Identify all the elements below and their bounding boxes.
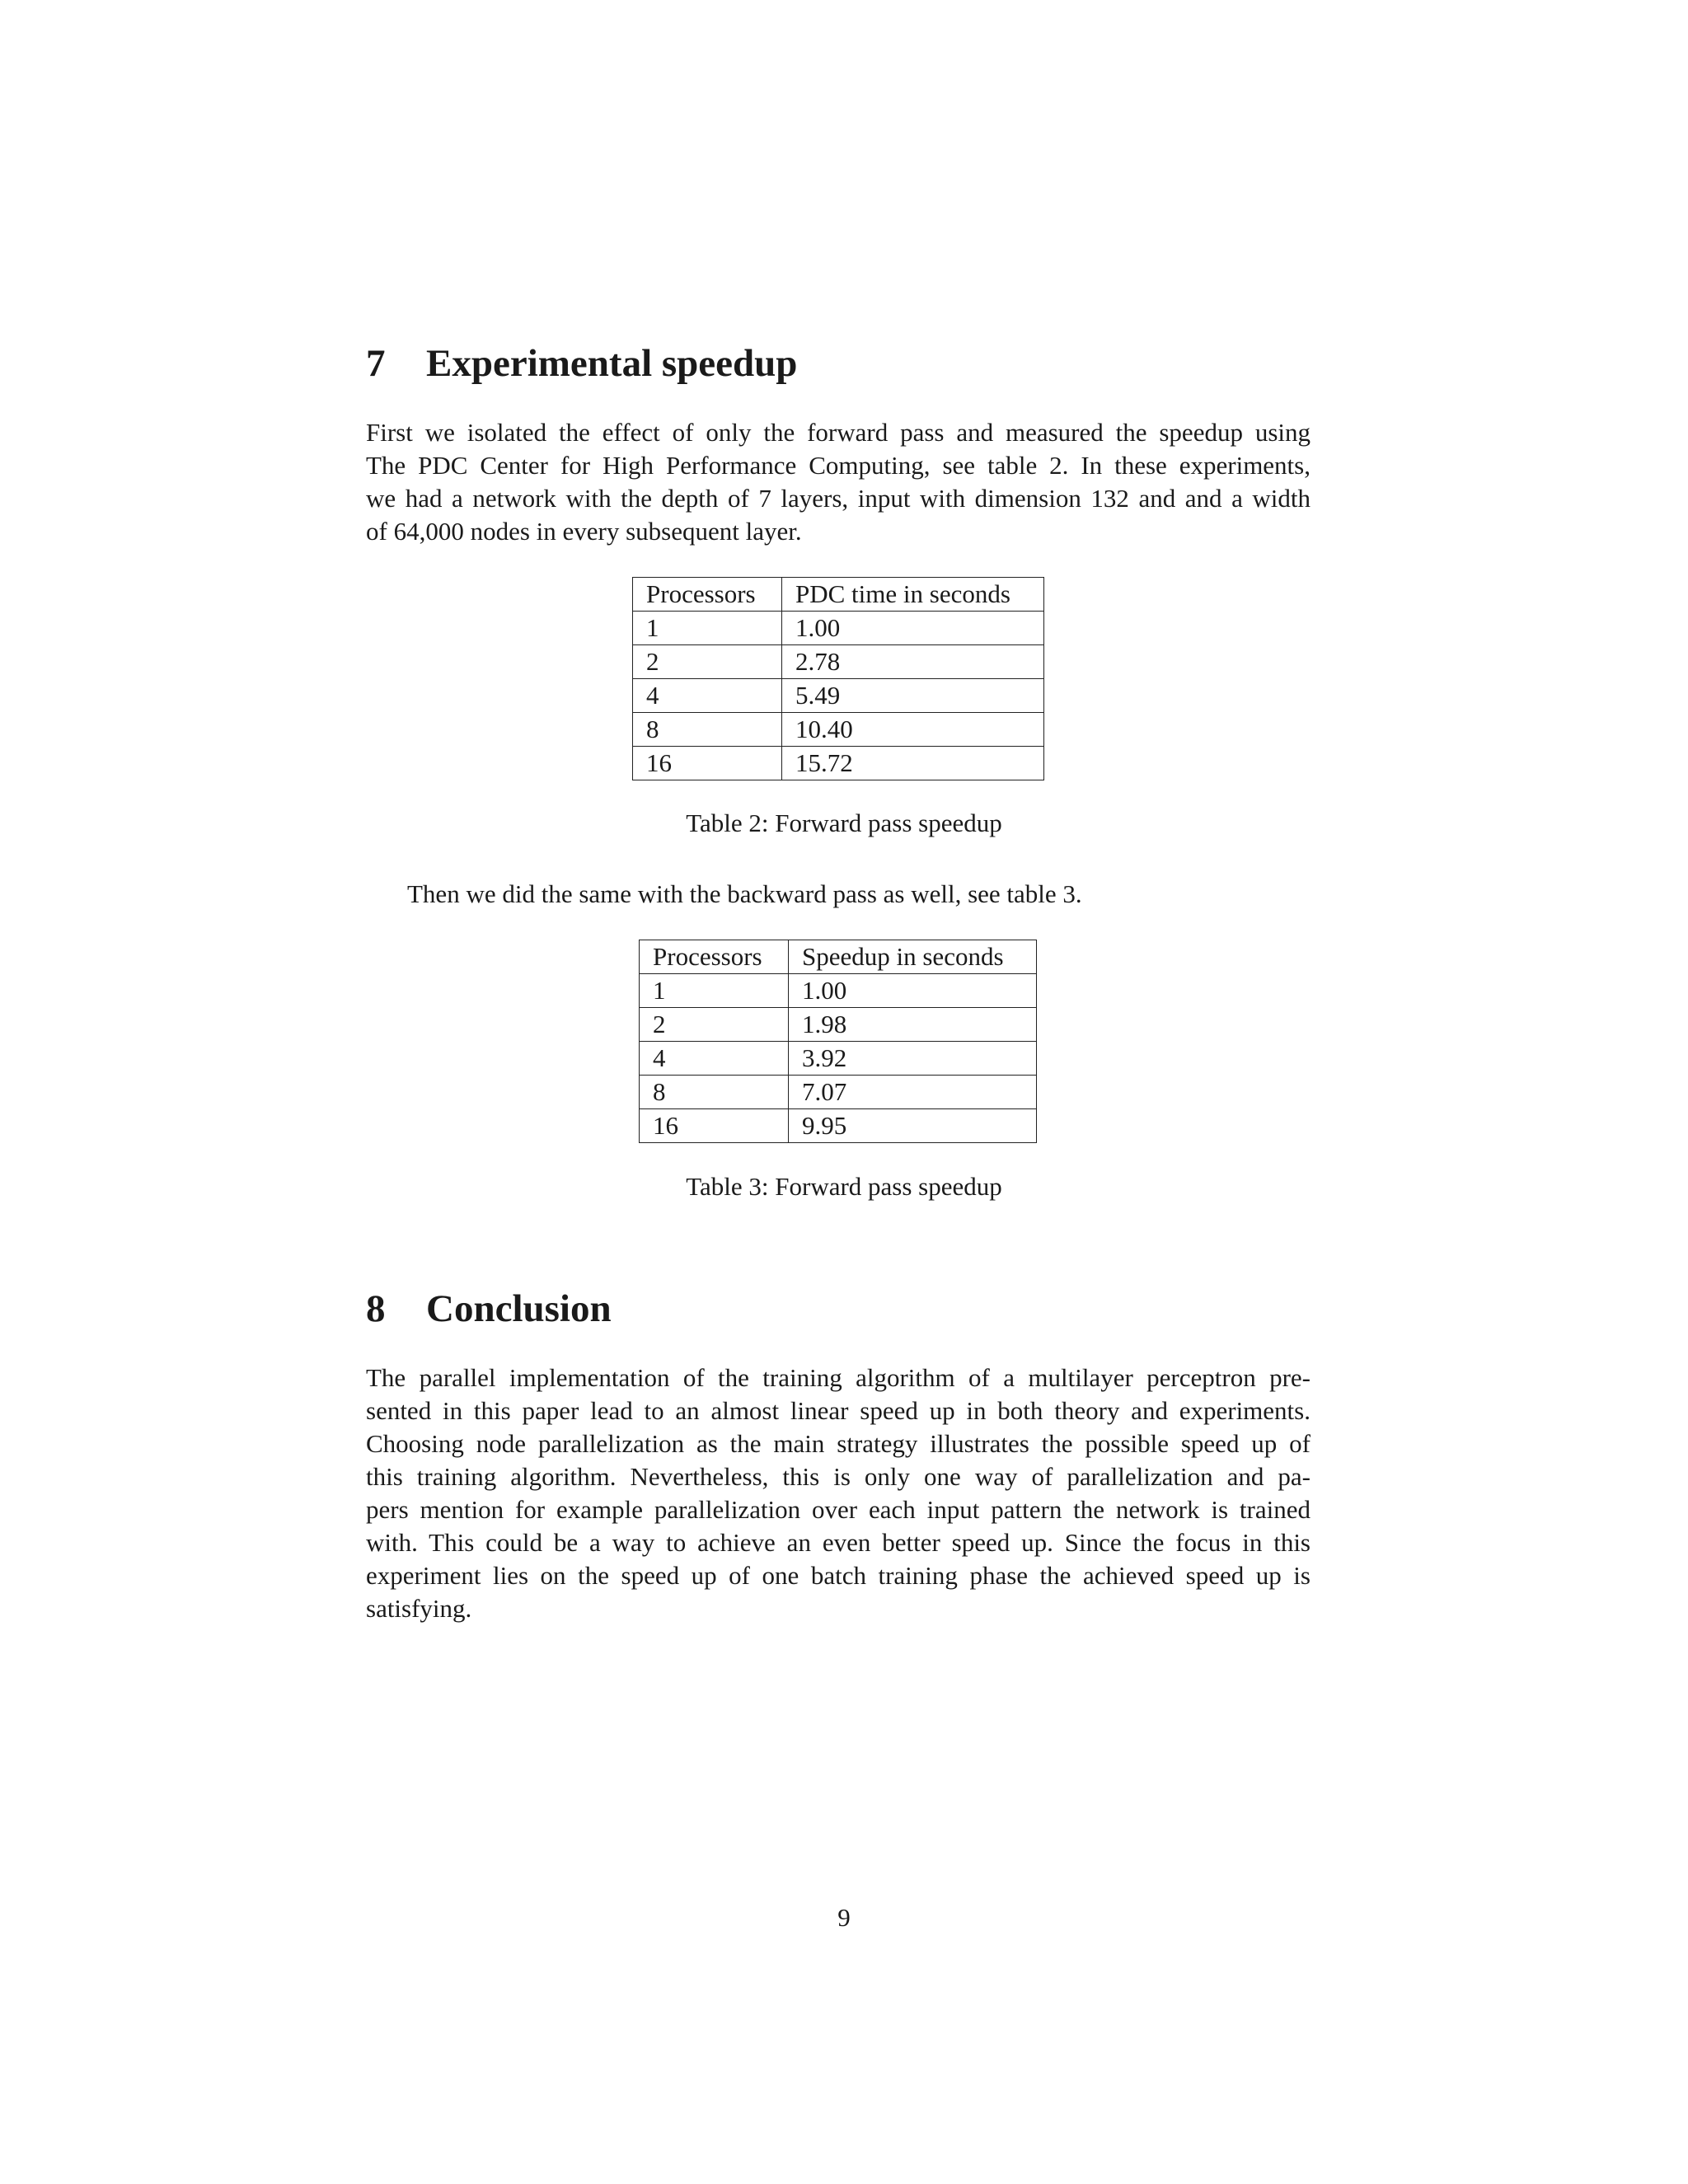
table-header-processors: Processors — [633, 578, 782, 612]
table-header-speedup: Speedup in seconds — [789, 940, 1037, 974]
table-3-caption: Table 3: Forward pass speedup — [686, 1172, 1002, 1201]
section-7-followup: Then we did the same with the backward pass as well, see table 3. — [407, 879, 1082, 908]
paragraph-line: experiment lies on the speed up of one batch training phase the achieved speed up is — [366, 1561, 1311, 1590]
table-cell: 2 — [633, 645, 782, 679]
table-row — [640, 1008, 1037, 1042]
table-row — [633, 679, 1044, 713]
paragraph-line: First we isolated the effect of only the forward pass and measured the speedup using — [366, 418, 1311, 447]
paragraph-line: pers mention for example parallelization over each input pattern the network is trained — [366, 1495, 1311, 1524]
table-2-caption: Table 2: Forward pass speedup — [686, 808, 1002, 837]
section-7-title: Experimental speedup — [426, 342, 798, 385]
table-cell: 15.72 — [782, 747, 1044, 780]
table-row — [633, 747, 1044, 780]
table-cell: 1 — [633, 612, 782, 645]
table-cell: 9.95 — [789, 1109, 1037, 1143]
paragraph-line: satisfying. — [366, 1594, 472, 1623]
table-row — [640, 974, 1037, 1008]
table-cell: 4 — [633, 679, 782, 713]
table-cell: 8 — [640, 1076, 789, 1109]
paragraph-line: sented in this paper lead to an almost linear speed up in both theory and experiments. — [366, 1396, 1311, 1425]
table-row — [633, 645, 1044, 679]
section-8-number: 8 — [366, 1287, 386, 1330]
table-cell: 3.92 — [789, 1042, 1037, 1076]
table-cell: 1.00 — [789, 974, 1037, 1008]
table-cell: 2 — [640, 1008, 789, 1042]
table-row — [640, 1109, 1037, 1143]
table-cell: 5.49 — [782, 679, 1044, 713]
table-row — [640, 1076, 1037, 1109]
page-number: 9 — [837, 1903, 851, 1932]
table-cell: 1.98 — [789, 1008, 1037, 1042]
table-row — [633, 713, 1044, 747]
table-cell: 16 — [633, 747, 782, 780]
paragraph-line: The parallel implementation of the training algorithm of a multilayer perceptron pre- — [366, 1363, 1311, 1392]
table-3 — [639, 940, 1037, 1143]
table-row — [640, 1042, 1037, 1076]
table-cell: 2.78 — [782, 645, 1044, 679]
table-cell: 1 — [640, 974, 789, 1008]
paragraph-line: Choosing node parallelization as the main strategy illustrates the possible speed up of — [366, 1429, 1311, 1458]
paragraph-line: this training algorithm. Nevertheless, this is only one way of parallelization and pa- — [366, 1462, 1311, 1491]
conclusion-paragraph — [366, 1361, 1311, 1625]
table-cell: 10.40 — [782, 713, 1044, 747]
section-7-heading — [366, 344, 797, 383]
table-cell: 16 — [640, 1109, 789, 1143]
table-cell: 1.00 — [782, 612, 1044, 645]
table-cell: 8 — [633, 713, 782, 747]
table-header-pdc-time: PDC time in seconds — [782, 578, 1044, 612]
table-2 — [632, 577, 1044, 780]
section-8-title: Conclusion — [426, 1287, 612, 1330]
paragraph-line: The PDC Center for High Performance Computing, see table 2. In these experiments, — [366, 451, 1311, 480]
table-header-processors: Processors — [640, 940, 789, 974]
paragraph-line: of 64,000 nodes in every subsequent layer. — [366, 517, 802, 546]
paragraph-line: we had a network with the depth of 7 layers, input with dimension 132 and and a width — [366, 484, 1311, 513]
paragraph-line: with. This could be a way to achieve an even better speed up. Since the focus in this — [366, 1528, 1311, 1557]
section-7-number: 7 — [366, 342, 386, 385]
section-7-paragraph — [366, 416, 1311, 548]
table-header-row — [640, 940, 1037, 974]
table-cell: 4 — [640, 1042, 789, 1076]
table-cell: 7.07 — [789, 1076, 1037, 1109]
section-8-heading — [366, 1287, 612, 1330]
table-header-row — [633, 578, 1044, 612]
table-row — [633, 612, 1044, 645]
